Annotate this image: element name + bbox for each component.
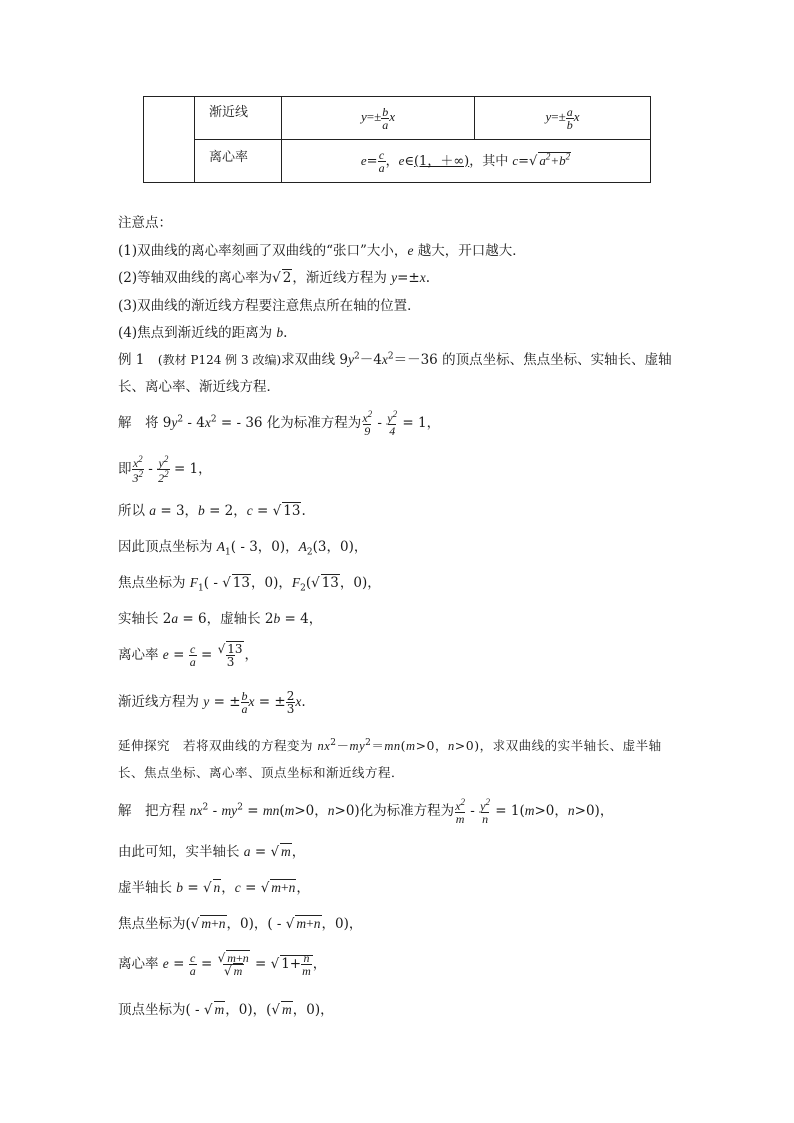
table-cell xyxy=(475,97,651,140)
eccentricity-label: 离心率 xyxy=(209,150,249,165)
note-1: (1)双曲线的离心率刻画了双曲线的“张口”大小，e 越大，开口越大． xyxy=(118,243,526,259)
eccentricity-formula: e= $\frac{c}{a}$ ，e∈(1，＋∞)，其中 c=√ $a^2+b^2$ xyxy=(282,140,651,183)
table-row xyxy=(144,97,651,140)
example-1-solution-7: 离心率 e = $\frac{c}{a}$ = $\frac{√ 13}{3}$ ， xyxy=(118,642,259,669)
example-1-solution-6: 实轴长 2a = 6，虚轴长 2b = 4， xyxy=(118,611,323,627)
example-1-solution-1: 解 将 $9y^2 - 4x^2$ = - 36 化为标准方程为 $\frac{x^2}{9}$ - $\frac{y^2}{4}$ = 1， xyxy=(118,409,441,438)
example-1-solution-5: 焦点坐标为 $F_1$( - √ 13，0)，$F_2(√$ 13，0)， xyxy=(118,575,381,594)
extension-solution-3: 虚半轴长 b = √ n，c = √ m+n， xyxy=(118,880,310,896)
asymptote-label: 渐近线 xyxy=(209,105,249,120)
example-1-line-1: 例 1 (教材 P124 例 3 改编)求双曲线 $9y^2-4x^2=-36$ 的顶点坐标、焦点坐标、实轴长、虚轴 xyxy=(118,351,672,368)
example-1-line-2: 长、离心率、渐近线方程． xyxy=(118,379,280,395)
note-3: (3)双曲线的渐近线方程要注意焦点所在轴的位置． xyxy=(118,298,421,314)
example-1-solution-3: 所以 a = 3，b = 2，c = √ 13. xyxy=(118,503,306,519)
table-row xyxy=(144,140,651,183)
table-cell xyxy=(282,97,475,140)
extension-solution-2: 由此可知，实半轴长 a = √ m， xyxy=(118,844,306,860)
extension-solution-1: 解 把方程 $nx^2 - my^2 = mn(m>0$，n>0)化为标准方程为 $\frac{x^2}{m}$ - $\frac{y^2}{n}$ = 1(m>0，n>0)， xyxy=(118,797,614,826)
asymptote-formula-x-axis: y=± $\frac{b}{a}$ x xyxy=(360,104,396,132)
table-cell xyxy=(195,97,282,140)
notes-heading: 注意点： xyxy=(118,215,172,231)
note-4: (4)焦点到渐近线的距离为 b. xyxy=(118,325,288,341)
example-1-solution-2: 即 $\frac{x^2}{3^2}$ - $\frac{y^2}{2^2}$ = 1， xyxy=(118,454,212,485)
example-1-solution-8: 渐近线方程为 y = ± $\frac{b}{a}$ x = ± $\frac{2}{3}$ x. xyxy=(118,689,306,716)
extension-solution-4: 焦点坐标为(√ m+n，0)，( - √ m+n，0)， xyxy=(118,916,363,932)
table-cell xyxy=(195,140,282,183)
example-1-solution-4: 因此顶点坐标为 $A_1( - 3$，0)，$A_2(3$，0)， xyxy=(118,539,368,558)
table-cell xyxy=(144,97,195,183)
hyperbola-properties-table xyxy=(143,96,651,183)
extension-line-1: 延伸探究 若将双曲线的方程变为 $nx^2-my^2=mn(m>0$，n>0)，求双曲线的实半轴长、虚半轴 xyxy=(118,737,662,753)
note-2: (2)等轴双曲线的离心率为√ 2，渐近线方程为 y=±x. xyxy=(118,270,431,286)
extension-solution-5: 离心率 e = $\frac{c}{a}$ = $\frac{√ m+n}{√ m}$ = √ 1+ $\frac{n}{m}$ ， xyxy=(118,951,327,978)
extension-solution-6: 顶点坐标为( - √ m，0)，(√ m，0)， xyxy=(118,1002,334,1018)
extension-line-2: 长、焦点坐标、离心率、顶点坐标和渐近线方程． xyxy=(118,765,405,780)
asymptote-formula-y-axis: y=± $\frac{a}{b}$ x xyxy=(545,104,580,132)
